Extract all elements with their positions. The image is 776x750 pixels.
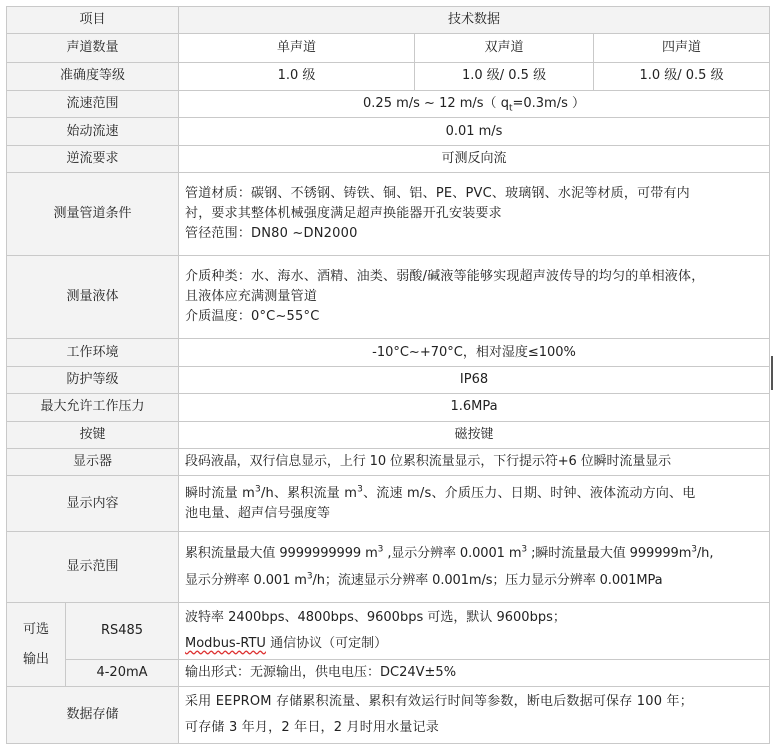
pipe-line1: 管道材质：碳钢、不锈钢、铸铁、铜、铝、PE、PVC、玻璃钢、水泥等材质，可带有内 — [185, 186, 690, 202]
flow-range-suffix: =0.3m/s ） — [512, 96, 586, 112]
channels-single: 单声道 — [179, 34, 415, 62]
right-edge-marker — [771, 356, 773, 390]
dc-l1-sup2: 3 — [357, 484, 364, 495]
dr-l1-sup: 3 — [377, 544, 384, 555]
rs485-line2 — [185, 631, 763, 657]
flow-range-label: 流速范围 — [7, 91, 179, 118]
accuracy-quad: 1.0 级/ 0.5 级 — [594, 62, 770, 90]
rs485-line1: 波特率 2400bps、4800bps、9600bps 可选，默认 9600bps； — [185, 609, 566, 625]
optional-label-1: 可选 — [22, 621, 49, 637]
keys-value: 磁按键 — [179, 421, 770, 448]
reverse-label: 逆流要求 — [7, 145, 179, 172]
row-pipe — [7, 173, 770, 256]
display-range-value — [179, 531, 770, 602]
start-flow-value: 0.01 m/s — [179, 118, 770, 145]
pipe-label: 测量管道条件 — [7, 173, 179, 256]
dr-l1c: ;瞬时流量最大值 999999m — [527, 545, 692, 561]
pressure-label: 最大允许工作压力 — [7, 394, 179, 421]
protection-value: IP68 — [179, 366, 770, 393]
liquid-line1: 介质种类：水、海水、酒精、油类、弱酸/碱液等能够实现超声波传导的均匀的单相液体， — [185, 269, 705, 285]
pipe-line2: 衬，要求其整体机械强度满足超声换能器开孔安装要求 — [185, 206, 502, 222]
display-content-line2: 池电量、超声信号强度等 — [185, 505, 331, 521]
header-item: 项目 — [7, 7, 179, 34]
row-accuracy — [7, 62, 770, 90]
accuracy-label: 准确度等级 — [7, 62, 179, 90]
row-current — [7, 659, 770, 686]
pipe-line3: 管径范围：DN80 ~DN2000 — [185, 226, 358, 242]
dr-l1-sup3: 3 — [691, 544, 697, 555]
channels-quad: 四声道 — [594, 34, 770, 62]
current-label: 4-20mA — [66, 659, 179, 686]
dr-l2-sup: 3 — [306, 571, 313, 582]
row-display-range — [7, 531, 770, 602]
optional-label-2: 输出 — [22, 651, 49, 667]
start-flow-label: 始动流速 — [7, 118, 179, 145]
row-reverse — [7, 145, 770, 172]
accuracy-single: 1.0 级 — [179, 62, 415, 90]
spec-table — [6, 6, 770, 744]
header-tech: 技术数据 — [179, 7, 770, 34]
dr-l1-sup2: 3 — [521, 544, 528, 555]
rs485-label: RS485 — [66, 602, 179, 659]
row-liquid — [7, 256, 770, 339]
dr-l2b: /h；流速显示分辨率 0.001m/s；压力显示分辨率 0.001MPa — [312, 572, 663, 588]
accuracy-dual: 1.0 级/ 0.5 级 — [415, 62, 594, 90]
channels-dual: 双声道 — [415, 34, 594, 62]
flow-range-prefix: 0.25 m/s ~ 12 m/s（ q — [363, 96, 509, 112]
row-environment — [7, 339, 770, 366]
display-range-line1 — [185, 540, 763, 567]
row-storage — [7, 687, 770, 744]
dr-l2a: 显示分辨率 0.001 m — [185, 572, 307, 588]
reverse-value: 可测反向流 — [179, 145, 770, 172]
environment-value: -10°C~+70°C，相对湿度≤100% — [179, 339, 770, 366]
storage-label: 数据存储 — [7, 687, 179, 744]
environment-label: 工作环境 — [7, 339, 179, 366]
storage-line1: 采用 EEPROM 存储累积流量、累积有效运行时间等参数，断电后数据可保存 100 年； — [185, 694, 693, 710]
row-rs485 — [7, 602, 770, 659]
flow-range-sub: t — [508, 103, 513, 114]
liquid-value — [179, 256, 770, 339]
current-value: 输出形式：无源输出，供电电压：DC24V±5% — [179, 659, 770, 686]
display-content-label: 显示内容 — [7, 476, 179, 532]
dc-l1b: /h、累积流量 m — [260, 485, 358, 501]
storage-value — [179, 687, 770, 744]
keys-label: 按键 — [7, 421, 179, 448]
pressure-value: 1.6MPa — [179, 394, 770, 421]
header-row — [7, 7, 770, 34]
pipe-value — [179, 173, 770, 256]
display-range-label: 显示范围 — [7, 531, 179, 602]
rs485-value — [179, 602, 770, 659]
row-channels — [7, 34, 770, 62]
row-start-flow — [7, 118, 770, 145]
display-label: 显示器 — [7, 448, 179, 475]
channels-label: 声道数量 — [7, 34, 179, 62]
row-display — [7, 448, 770, 475]
protection-label: 防护等级 — [7, 366, 179, 393]
dc-l1-sup: 3 — [255, 484, 261, 495]
display-content-line1 — [185, 484, 763, 504]
optional-output-label — [7, 602, 66, 686]
dc-l1c: 、流速 m/s、介质压力、日期、时钟、液体流动方向、电 — [363, 485, 696, 501]
liquid-line3: 介质温度：0°C~55°C — [185, 309, 320, 325]
liquid-line2: 且液体应充满测量管道 — [185, 289, 318, 305]
display-content-value — [179, 476, 770, 532]
liquid-label: 测量液体 — [7, 256, 179, 339]
rs485-line2-rest: 通信协议（可定制） — [265, 635, 388, 651]
storage-line2: 可存储 3 年月，2 年日，2 月时用水量记录 — [185, 720, 439, 736]
flow-range-value — [179, 91, 770, 118]
row-pressure — [7, 394, 770, 421]
display-value: 段码液晶，双行信息显示，上行 10 位累积流量显示，下行提示符+6 位瞬时流量显示 — [179, 448, 770, 475]
dr-l1d: /h, — [696, 545, 714, 561]
row-protection — [7, 366, 770, 393]
dr-l1a: 累积流量最大值 9999999999 m — [185, 545, 378, 561]
modbus-rtu-text: Modbus-RTU — [185, 635, 266, 651]
dr-l1b: ,显示分辨率 0.0001 m — [383, 545, 522, 561]
row-display-content — [7, 476, 770, 532]
row-flow-range — [7, 91, 770, 118]
row-keys — [7, 421, 770, 448]
dc-l1a: 瞬时流量 m — [185, 485, 256, 501]
display-range-line2 — [185, 567, 763, 594]
